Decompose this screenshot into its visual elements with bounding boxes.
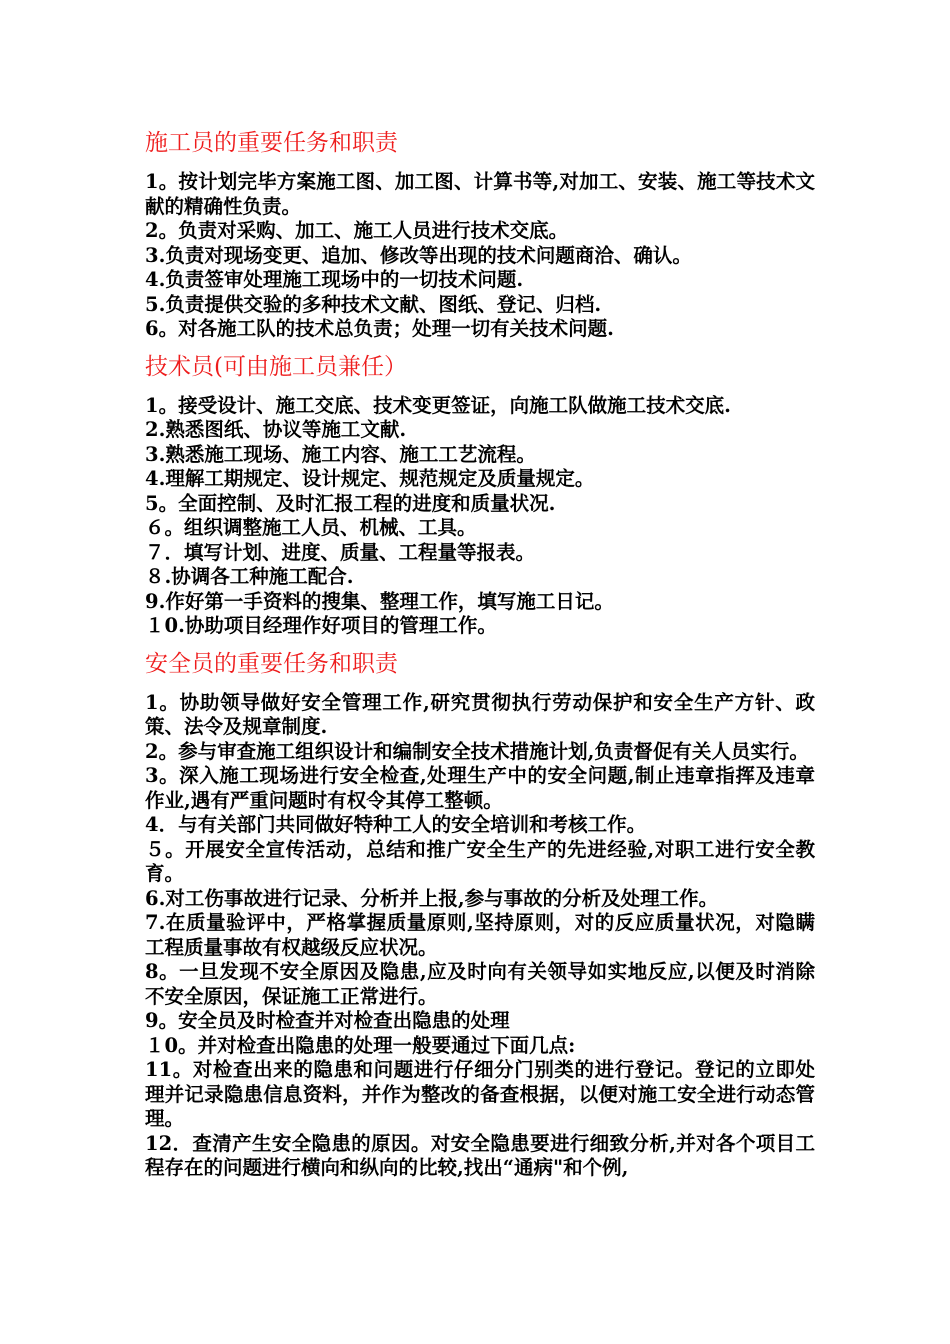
list-item: 11。对检查出来的隐患和问题进行仔细分门别类的进行登记。登记的立即处理并记录隐患信息资料，并作为整改的备查根据，以便对施工安全进行动态管理。 [145,1058,815,1130]
list-item: 6.对工伤事故进行记录、分析并上报,参与事故的分析及处理工作。 [145,886,719,910]
list-item: ７．填写计划、进度、质量、工程量等报表。 [145,540,536,564]
list-item: 2。负责对采购、加工、施工人员进行技术交底。 [145,219,569,242]
list-item: 8。一旦发现不安全原因及隐患,应及时向有关领导如实地反应,以便及时消除不安全原因，保证施工正常进行。 [145,960,815,1008]
list-item: 7.在质量验评中，严格掌握质量原则,坚持原则，对的反应质量状况，对隐瞒工程质量事故有权越级反应状况。 [145,911,815,959]
list-item: 2。参与审查施工组织设计和编制安全技术措施计划,负责督促有关人员实行。 [145,739,809,763]
section-technician [145,352,815,639]
document-page [145,128,815,1187]
list-item: 2.熟悉图纸、协议等施工文献. [145,418,407,441]
list-item: ８.协调各工种施工配合. [145,565,354,588]
section-safety-officer [145,649,815,1181]
list-item: ６。组织调整施工人员、机械、工具。 [145,516,477,539]
list-item: 1。按计划完毕方案施工图、加工图、计算书等,对加工、安装、施工等技术文献的精确性负责。 [145,170,815,218]
list-item: ５。开展安全宣传活动，总结和推广安全生产的先进经验,对职工进行安全教育。 [145,837,815,885]
list-item: 3。深入施工现场进行安全检查,处理生产中的安全问题,制止违章指挥及违章作业,遇有严重问题时有权令其停工整顿。 [145,764,815,812]
section-title: 施工员的重要任务和职责 [145,130,398,156]
list-item: 9。安全员及时检查并对检查出隐患的处理 [145,1009,510,1032]
list-item: 5。全面控制、及时汇报工程的进度和质量状况. [145,491,556,515]
section-title: 技术员(可由施工员兼任） [145,353,407,380]
list-item: 1。协助领导做好安全管理工作,研究贯彻执行劳动保护和安全生产方针、政策、法令及规章制度. [145,690,815,738]
list-item: 4．与有关部门共同做好特种工人的安全培训和考核工作。 [145,813,647,836]
list-item: 4.理解工期规定、设计规定、规范规定及质量规定。 [145,467,595,490]
list-item: １0.协助项目经理作好项目的管理工作。 [145,614,497,637]
section-construction-worker [145,128,815,342]
list-item: 3.熟悉施工现场、施工内容、施工工艺流程。 [145,442,536,466]
list-item: １0。并对检查出隐患的处理一般要通过下面几点: [145,1033,576,1057]
list-item: 12．查清产生安全隐患的原因。对安全隐患要进行细致分析,并对各个项目工程存在的问题进行横向和纵向的比较,找出“通病"和个例, [145,1131,815,1179]
list-item: 4.负责签审处理施工现场中的一切技术问题. [145,268,524,291]
list-item: 9.作好第一手资料的搜集、整理工作，填写施工日记。 [145,589,614,613]
list-item: 6。对各施工队的技术总负责；处理一切有关技术问题. [145,317,614,340]
section-title: 安全员的重要任务和职责 [145,650,398,677]
list-item: 1。接受设计、施工交底、技术变更签证，向施工队做施工技术交底. [145,393,731,417]
list-item: 3.负责对现场变更、追加、修改等出现的技术问题商洽、确认。 [145,243,692,267]
list-item: 5.负责提供交验的多种技术文献、图纸、登记、归档. [145,292,602,316]
